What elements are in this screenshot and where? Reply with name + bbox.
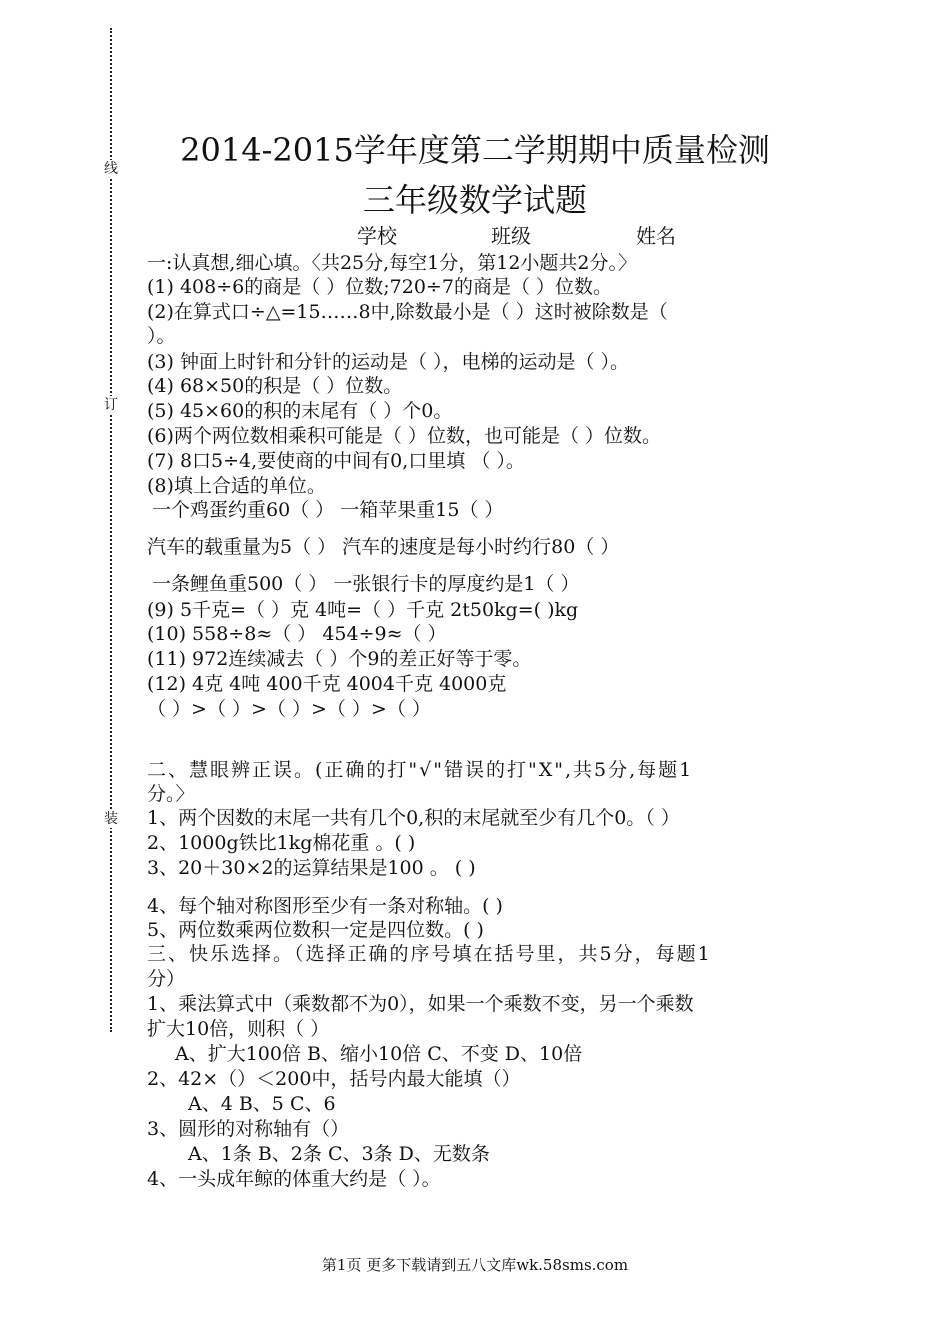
question-1-8-units-c: 一条鲤鱼重500（ ） 一张银行卡的厚度约是1（ ）	[152, 573, 580, 595]
student-info-labels	[0, 222, 950, 250]
question-2-2: 2、1000g铁比1kg棉花重 。( )	[147, 832, 416, 854]
question-1-5: (5) 45×60的积的末尾有（ ）个0。	[147, 400, 453, 422]
question-2-4: 4、每个轴对称图形至少有一条对称轴。( )	[147, 895, 503, 917]
section3-header-cont: 分）	[147, 968, 186, 990]
question-1-12: (12) 4克 4吨 400千克 4004千克 4000克	[147, 673, 507, 695]
question-2-3: 3、20＋30×2的运算结果是100 。 ( )	[147, 857, 476, 879]
margin-label-line: 线	[104, 161, 118, 177]
page-footer: 第1页 更多下载请到五八文库wk.58sms.com	[321, 1256, 629, 1274]
margin-label-staple: 订	[104, 397, 118, 413]
question-1-12-blanks: （ ）>（ ）>（ ）>（ ）>（ ）	[147, 698, 431, 720]
question-1-1: (1) 408÷6的商是（ ）位数;720÷7的商是（ ）位数。	[147, 276, 612, 298]
question-1-4: (4) 68×50的积是（ ）位数。	[147, 375, 403, 397]
section1-header: 一:认真想,细心填。〈共25分,每空1分，第12小题共2分。〉	[147, 252, 638, 274]
question-1-6: (6)两个两位数相乘积可能是（ ）位数，也可能是（ ）位数。	[147, 425, 661, 447]
question-1-3: (3) 钟面上时针和分针的运动是（ ），电梯的运动是（ ）。	[147, 351, 630, 373]
question-2-5: 5、两位数乘两位数积一定是四位数。( )	[147, 919, 484, 941]
section2-header-cont: 分。〉	[147, 783, 195, 805]
page-subtitle: 三年级数学试题	[362, 181, 587, 219]
question-3-1: 1、乘法算式中（乘数都不为0），如果一个乘数不变，另一个乘数	[147, 993, 694, 1015]
class-label: 班级	[491, 224, 531, 248]
question-1-2: (2)在算式口÷△=15……8中,除数最小是（ ）这时被除数是（	[147, 301, 668, 323]
question-3-3-options: A、1条 B、2条 C、3条 D、无数条	[188, 1143, 490, 1165]
binding-dotted-line	[110, 28, 112, 1032]
question-3-1-cont: 扩大10倍，则积（ ）	[147, 1018, 330, 1040]
question-1-10: (10) 558÷8≈（ ） 454÷9≈（ ）	[147, 623, 447, 645]
page-title: 2014-2015学年度第二学期期中质量检测	[180, 131, 770, 169]
school-label: 学校	[357, 224, 397, 248]
question-2-1: 1、两个因数的末尾一共有几个0,积的末尾就至少有几个0。（ ）	[147, 807, 680, 829]
question-1-9: (9) 5千克=（ ）克 4吨=（ ）千克 2t50kg=( )kg	[147, 599, 579, 621]
question-3-4: 4、一头成年鲸的体重大约是（ ）。	[147, 1168, 441, 1190]
question-3-2: 2、42×（）＜200中，括号内最大能填（）	[147, 1068, 521, 1090]
section2-header: 二、慧眼辨正误。(正确的打"√"错误的打"X",共5分,每题1	[147, 759, 694, 781]
question-1-7: (7) 8口5÷4,要使商的中间有0,口里填 （ ）。	[147, 450, 525, 472]
section3-header: 三、快乐选择。（选择正确的序号填在括号里，共5分，每题1	[147, 943, 712, 965]
question-1-2-cont: ）。	[147, 325, 176, 347]
question-3-1-options: A、扩大100倍 B、缩小10倍 C、不变 D、10倍	[175, 1043, 583, 1065]
question-3-3: 3、圆形的对称轴有（）	[147, 1118, 350, 1140]
question-1-11: (11) 972连续减去（ ）个9的差正好等于零。	[147, 648, 532, 670]
question-3-2-options: A、4 B、5 C、6	[188, 1093, 336, 1115]
margin-label-bind: 装	[104, 811, 118, 827]
question-1-8-units-b: 汽车的载重量为5（ ） 汽车的速度是每小时约行80（ ）	[147, 536, 620, 558]
name-label: 姓名	[636, 224, 676, 248]
question-1-8-units-a: 一个鸡蛋约重60（ ） 一箱苹果重15（ ）	[152, 499, 504, 521]
question-1-8: (8)填上合适的单位。	[147, 475, 326, 497]
